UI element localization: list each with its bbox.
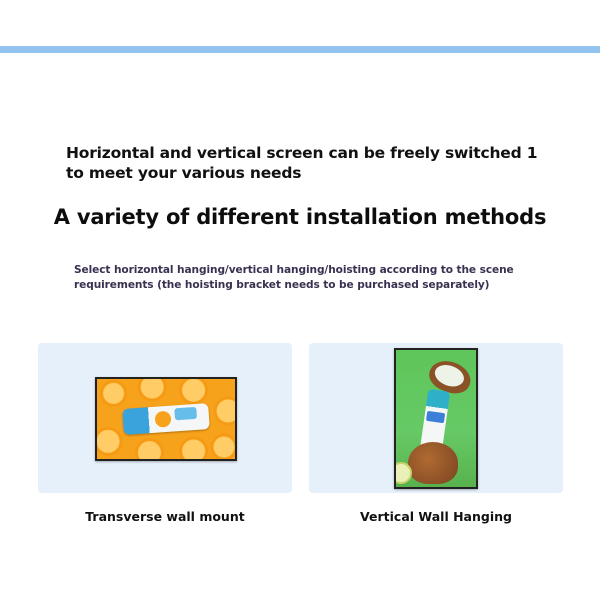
coconut-shell-icon [408, 442, 458, 484]
section-subtitle: Select horizontal hanging/vertical hanging/hoisting according to the scene requirements (the hoisting bracket needs to be purchased separately) [74, 264, 514, 291]
caption-transverse-wall-mount: Transverse wall mount [85, 509, 245, 524]
headline: Horizontal and vertical screen can be freely switched 1 to meet your various needs [66, 144, 538, 182]
drink-can-icon [122, 403, 210, 435]
vertical-screen-image [394, 348, 478, 489]
brand-logo-icon [426, 411, 445, 423]
coconut-drink-image [396, 350, 476, 487]
horizontal-screen-image [95, 377, 237, 461]
orange-slices-image [97, 379, 235, 459]
option-card-horizontal [38, 343, 292, 493]
section-title: A variety of different installation methods [53, 205, 547, 229]
orange-fruit-icon [154, 411, 171, 428]
top-accent-bar [0, 46, 600, 53]
caption-vertical-wall-hanging: Vertical Wall Hanging [360, 509, 512, 524]
brand-logo-icon [174, 407, 197, 421]
lime-slice-icon [394, 462, 412, 484]
option-card-vertical [309, 343, 563, 493]
